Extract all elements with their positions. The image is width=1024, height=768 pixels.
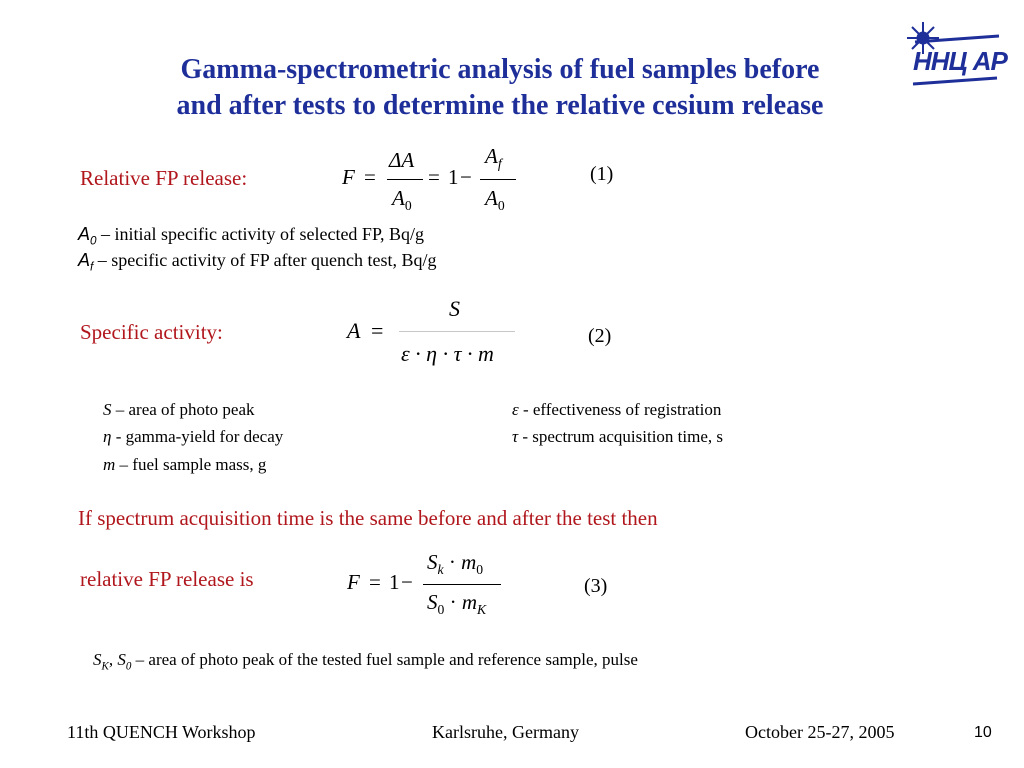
eq2-A: A — [347, 318, 361, 343]
eq3-number: (3) — [584, 575, 608, 597]
def-SK-symbol: S — [93, 650, 102, 669]
footer-date: October 25-27, 2005 — [745, 722, 895, 742]
eq1-delta-A: ΔA — [389, 148, 415, 172]
eq1-fraction-bar-2 — [480, 179, 516, 180]
eq1-equals-1: = — [364, 165, 376, 189]
equation-1 — [340, 140, 540, 220]
eq1-fraction-bar-1 — [387, 179, 423, 180]
eq3-one: 1 — [389, 570, 400, 594]
title-line-1: Gamma-spectrometric analysis of fuel samples before — [180, 54, 820, 85]
def-eps — [512, 400, 721, 420]
condition-text: If spectrum acquisition time is the same before and after the test then — [78, 506, 658, 530]
eq3-F: F — [347, 570, 360, 594]
eq1-number: (1) — [590, 163, 614, 185]
eq1-Af — [485, 144, 502, 172]
def-S — [103, 400, 255, 420]
def-eps-symbol: ε — [512, 400, 519, 419]
eq3-num-m-sub: 0 — [476, 562, 484, 578]
eq2-numerator: S — [449, 296, 460, 321]
def-A0-text: – initial specific activity of selected FP, Bq/g — [96, 224, 424, 244]
equation-2 — [345, 296, 525, 376]
equation-3 — [345, 550, 515, 630]
def-A0 — [78, 224, 424, 248]
def-eta-symbol: η — [103, 427, 112, 446]
eq3-num-m: m — [461, 550, 477, 574]
def-m — [103, 455, 266, 475]
eq3-num-S-sub: k — [437, 562, 444, 578]
eq1-A0-den-2-subscript: 0 — [497, 198, 505, 214]
eq3-fraction-bar — [423, 584, 501, 585]
def-SK-S0-text: – area of photo peak of the tested fuel sample and reference sample, pulse — [131, 650, 638, 669]
footer-workshop: 11th QUENCH Workshop — [67, 722, 256, 742]
def-Af-subscript: f — [90, 260, 94, 274]
eq2-equals: = — [371, 318, 384, 343]
eq3-numerator — [427, 550, 483, 578]
def-A0-symbol: A — [78, 224, 91, 244]
eq1-A0-den-2-symbol: A — [485, 186, 498, 210]
eq1-label: Relative FP release: — [80, 166, 248, 190]
eq3-den-m: m — [461, 590, 477, 614]
eq1-A0-den — [392, 186, 412, 214]
eq1-equals-2: = — [428, 165, 440, 189]
eq1-A0-den-subscript: 0 — [404, 198, 412, 214]
page-number: 10 — [974, 724, 992, 741]
def-tau-symbol: τ — [512, 427, 519, 446]
eq2-label: Specific activity: — [80, 320, 223, 344]
eq2-fraction-bar — [399, 331, 515, 332]
def-eta — [103, 427, 283, 447]
def-A0-subscript: 0 — [90, 234, 97, 248]
def-m-text: – fuel sample mass, g — [115, 455, 267, 474]
def-SK-S0 — [93, 650, 638, 672]
eq2-denominator: ε · η · τ · m — [401, 341, 494, 366]
eq1-one: 1 — [448, 165, 459, 189]
eq3-num-dot: · — [448, 550, 456, 574]
eq1-Af-subscript: f — [497, 156, 502, 172]
eq3-den-S: S — [427, 590, 438, 614]
eq1-Af-symbol: A — [485, 144, 498, 168]
eq2-number: (2) — [588, 325, 612, 347]
def-m-symbol: m — [103, 455, 116, 474]
eq3-label: relative FP release is — [80, 567, 254, 591]
def-eps-text: - effectiveness of registration — [518, 400, 722, 419]
footer-location: Karlsruhe, Germany — [432, 722, 579, 742]
def-S0-symbol: S — [117, 650, 126, 669]
eq1-A0-den-2 — [485, 186, 505, 214]
def-S-symbol: S — [103, 400, 112, 419]
def-Af-text: – specific activity of FP after quench test, Bq/g — [93, 250, 437, 270]
def-tau — [512, 427, 723, 447]
eq1-minus: − — [460, 165, 472, 189]
def-S-text: – area of photo peak — [111, 400, 255, 419]
eq3-minus: − — [401, 570, 413, 594]
def-tau-text: - spectrum acquisition time, s — [518, 427, 723, 446]
def-comma: , — [108, 650, 118, 669]
def-SK-subscript: K — [101, 660, 109, 673]
eq3-den-m-sub: K — [477, 602, 487, 618]
slide-title — [130, 52, 870, 124]
eq3-num-S: S — [427, 550, 438, 574]
def-S0-subscript: 0 — [125, 660, 132, 673]
eq1-F: F — [342, 165, 355, 189]
eq1-A0-den-symbol: A — [392, 186, 405, 210]
def-Af-symbol: A — [78, 250, 91, 270]
def-eta-text: - gamma-yield for decay — [111, 427, 284, 446]
eq3-den-dot: · — [449, 590, 457, 614]
logo-text: ННЦ АР — [913, 46, 1007, 76]
def-Af — [78, 250, 437, 274]
eq3-den-S-sub: 0 — [437, 602, 445, 618]
title-line-2: and after tests to determine the relative cesium release — [176, 90, 824, 121]
eq3-equals: = — [369, 570, 381, 594]
eq3-denominator — [427, 590, 486, 618]
institute-logo — [905, 18, 1005, 90]
